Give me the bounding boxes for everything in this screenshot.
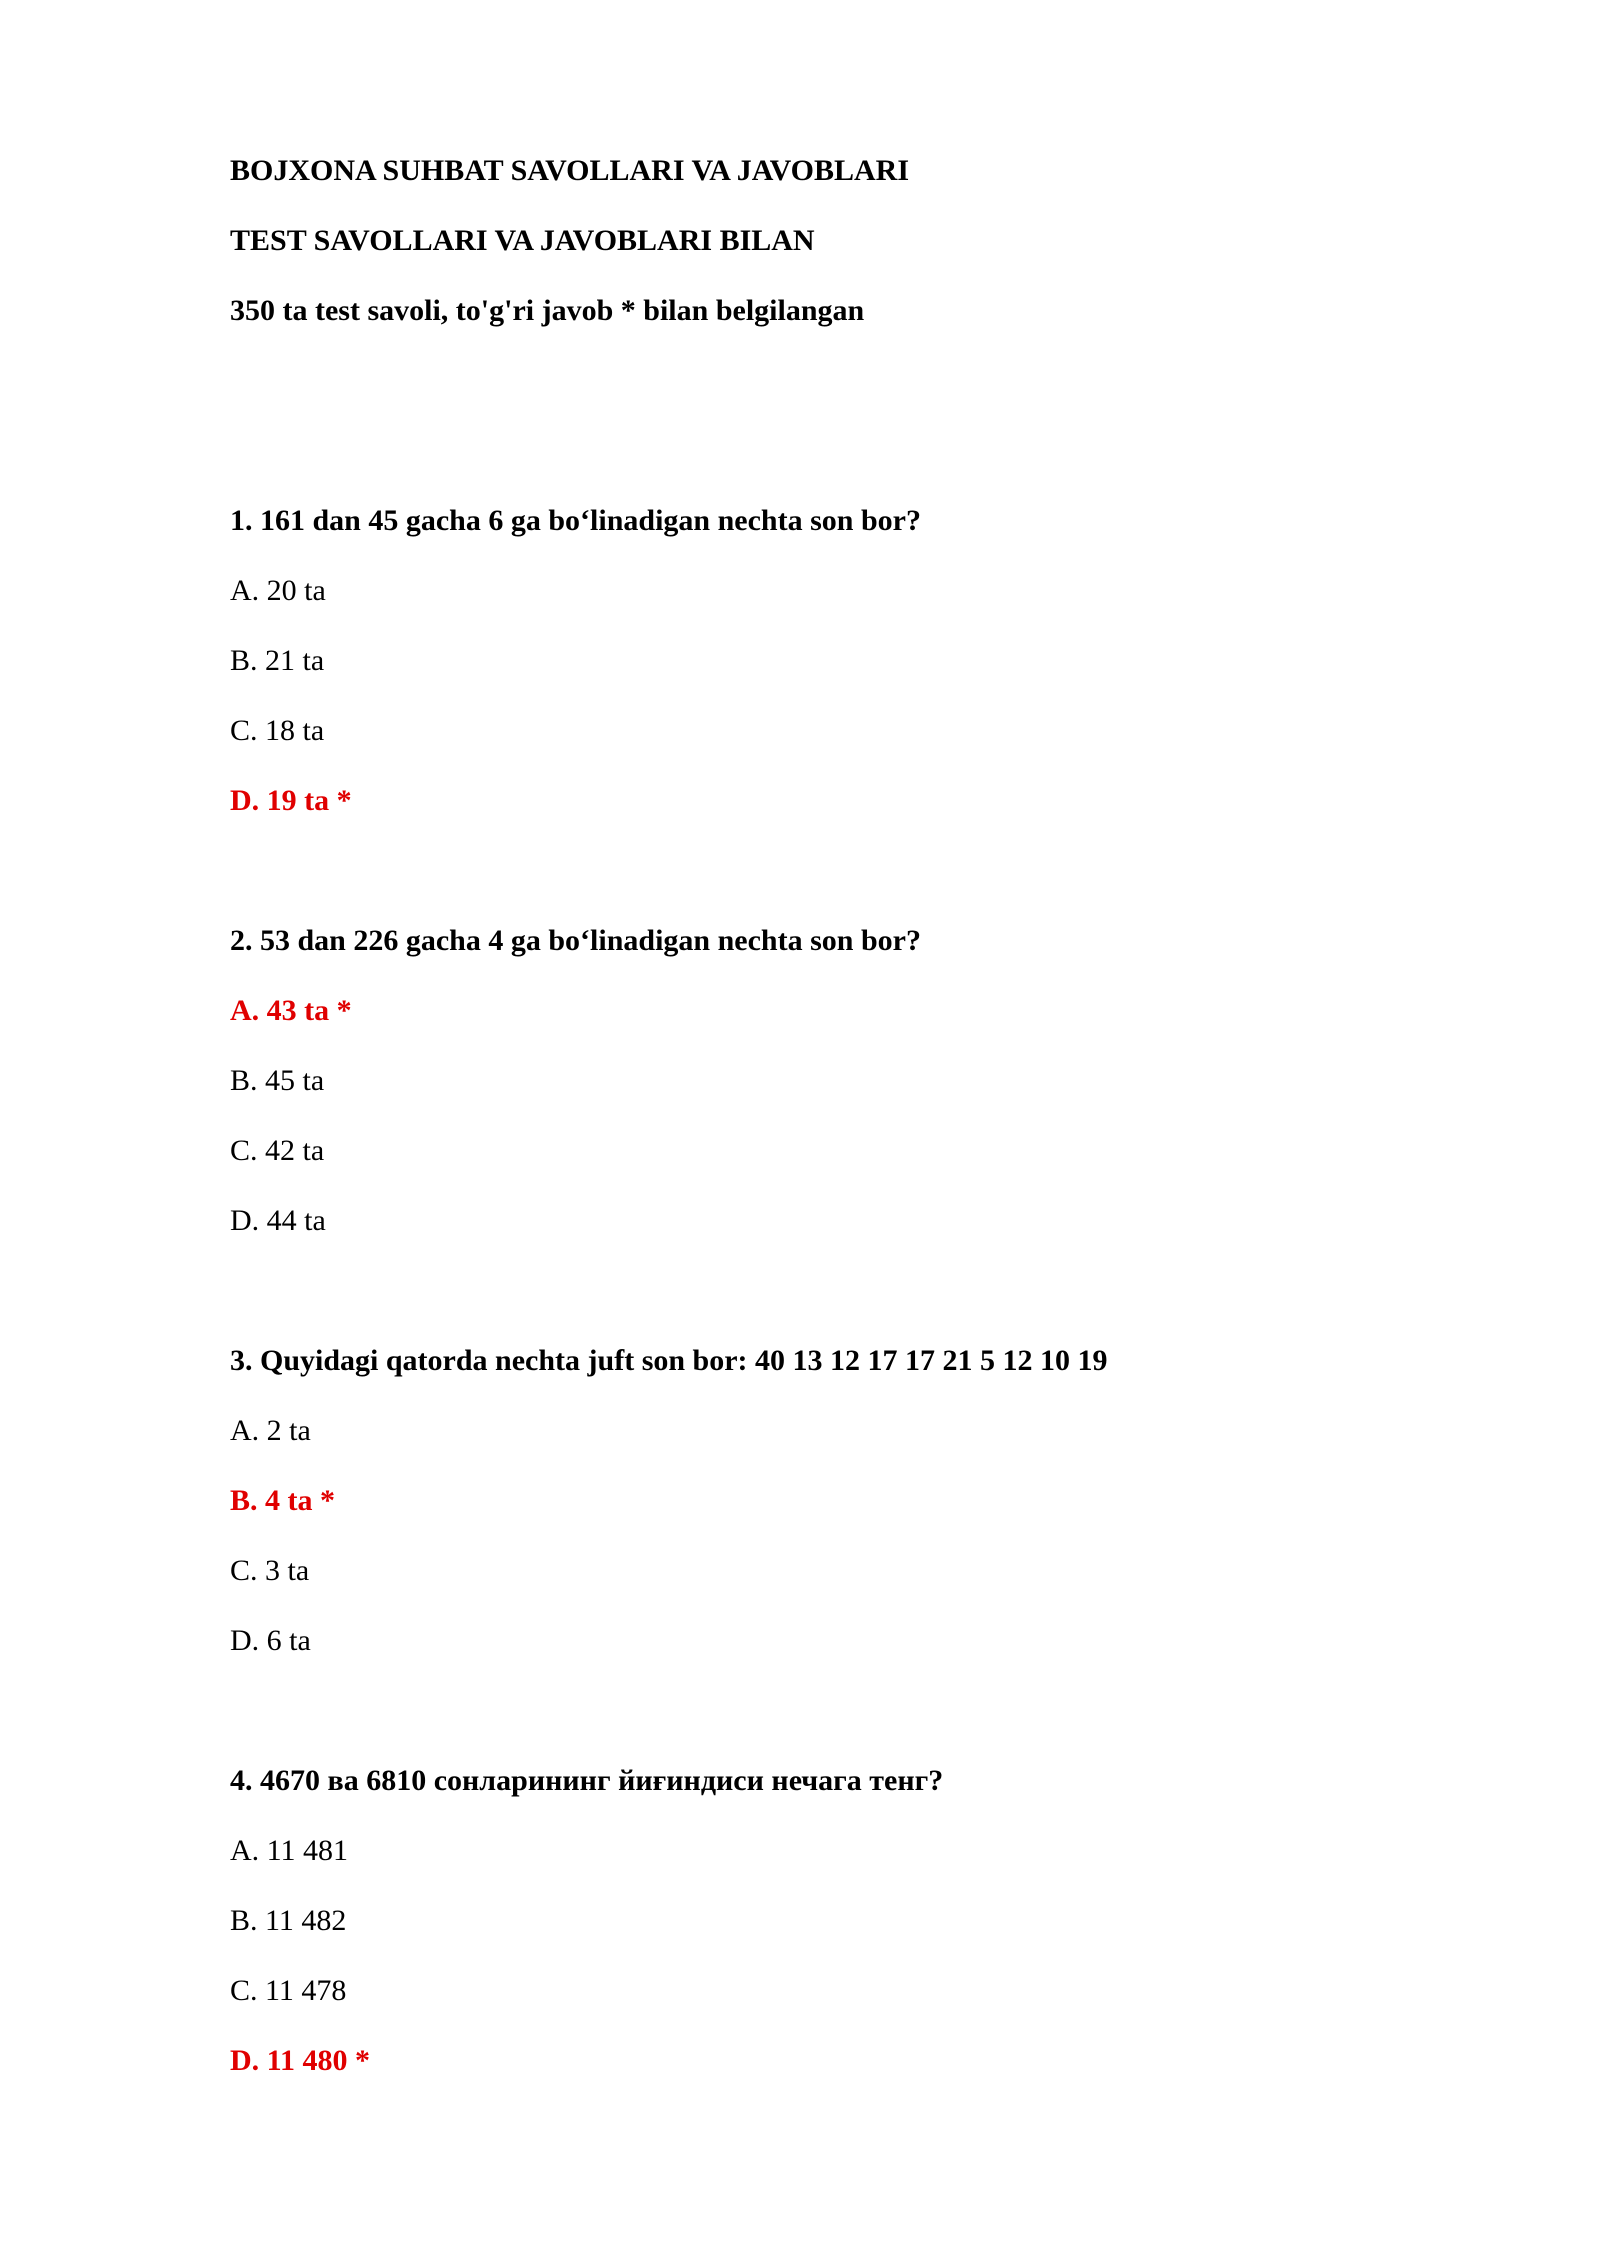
question-3-option-b: B. 4 ta * [230,1484,335,1517]
question-1-option-b: B. 21 ta [230,644,325,677]
question-4-option-a: A. 11 481 [230,1834,349,1867]
question-2-option-b: B. 45 ta [230,1064,325,1097]
question-1-option-d: D. 19 ta * [230,784,352,817]
question-2-option-c: C. 42 ta [230,1134,325,1167]
question-4-text: 4. 4670 ва 6810 сонларининг йиғиндиси нечага тенг? [230,1764,944,1797]
question-3-text: 3. Quyidagi qatorda nechta juft son bor: 40 13 12 17 17 21 5 12 10 19 [230,1344,1108,1377]
question-4-option-b: B. 11 482 [230,1904,347,1937]
question-3-option-c: C. 3 ta [230,1554,310,1587]
question-2-option-d: D. 44 ta [230,1204,326,1237]
document-title: BOJXONA SUHBAT SAVOLLARI VA JAVOBLARI [230,154,910,187]
question-4-option-c: C. 11 478 [230,1974,347,2007]
document-note: 350 ta test savoli, to'g'ri javob * bilan belgilangan [230,294,865,327]
question-2-text: 2. 53 dan 226 gacha 4 ga bo‘linadigan nechta son bor? [230,924,921,957]
question-1-text: 1. 161 dan 45 gacha 6 ga bo‘linadigan nechta son bor? [230,504,921,537]
question-1-option-a: A. 20 ta [230,574,326,607]
question-2-option-a: A. 43 ta * [230,994,352,1027]
document-subtitle: TEST SAVOLLARI VA JAVOBLARI BILAN [230,224,815,257]
question-1-option-c: C. 18 ta [230,714,325,747]
question-3-option-a: A. 2 ta [230,1414,311,1447]
question-3-option-d: D. 6 ta [230,1624,311,1657]
question-4-option-d: D. 11 480 * [230,2044,371,2077]
